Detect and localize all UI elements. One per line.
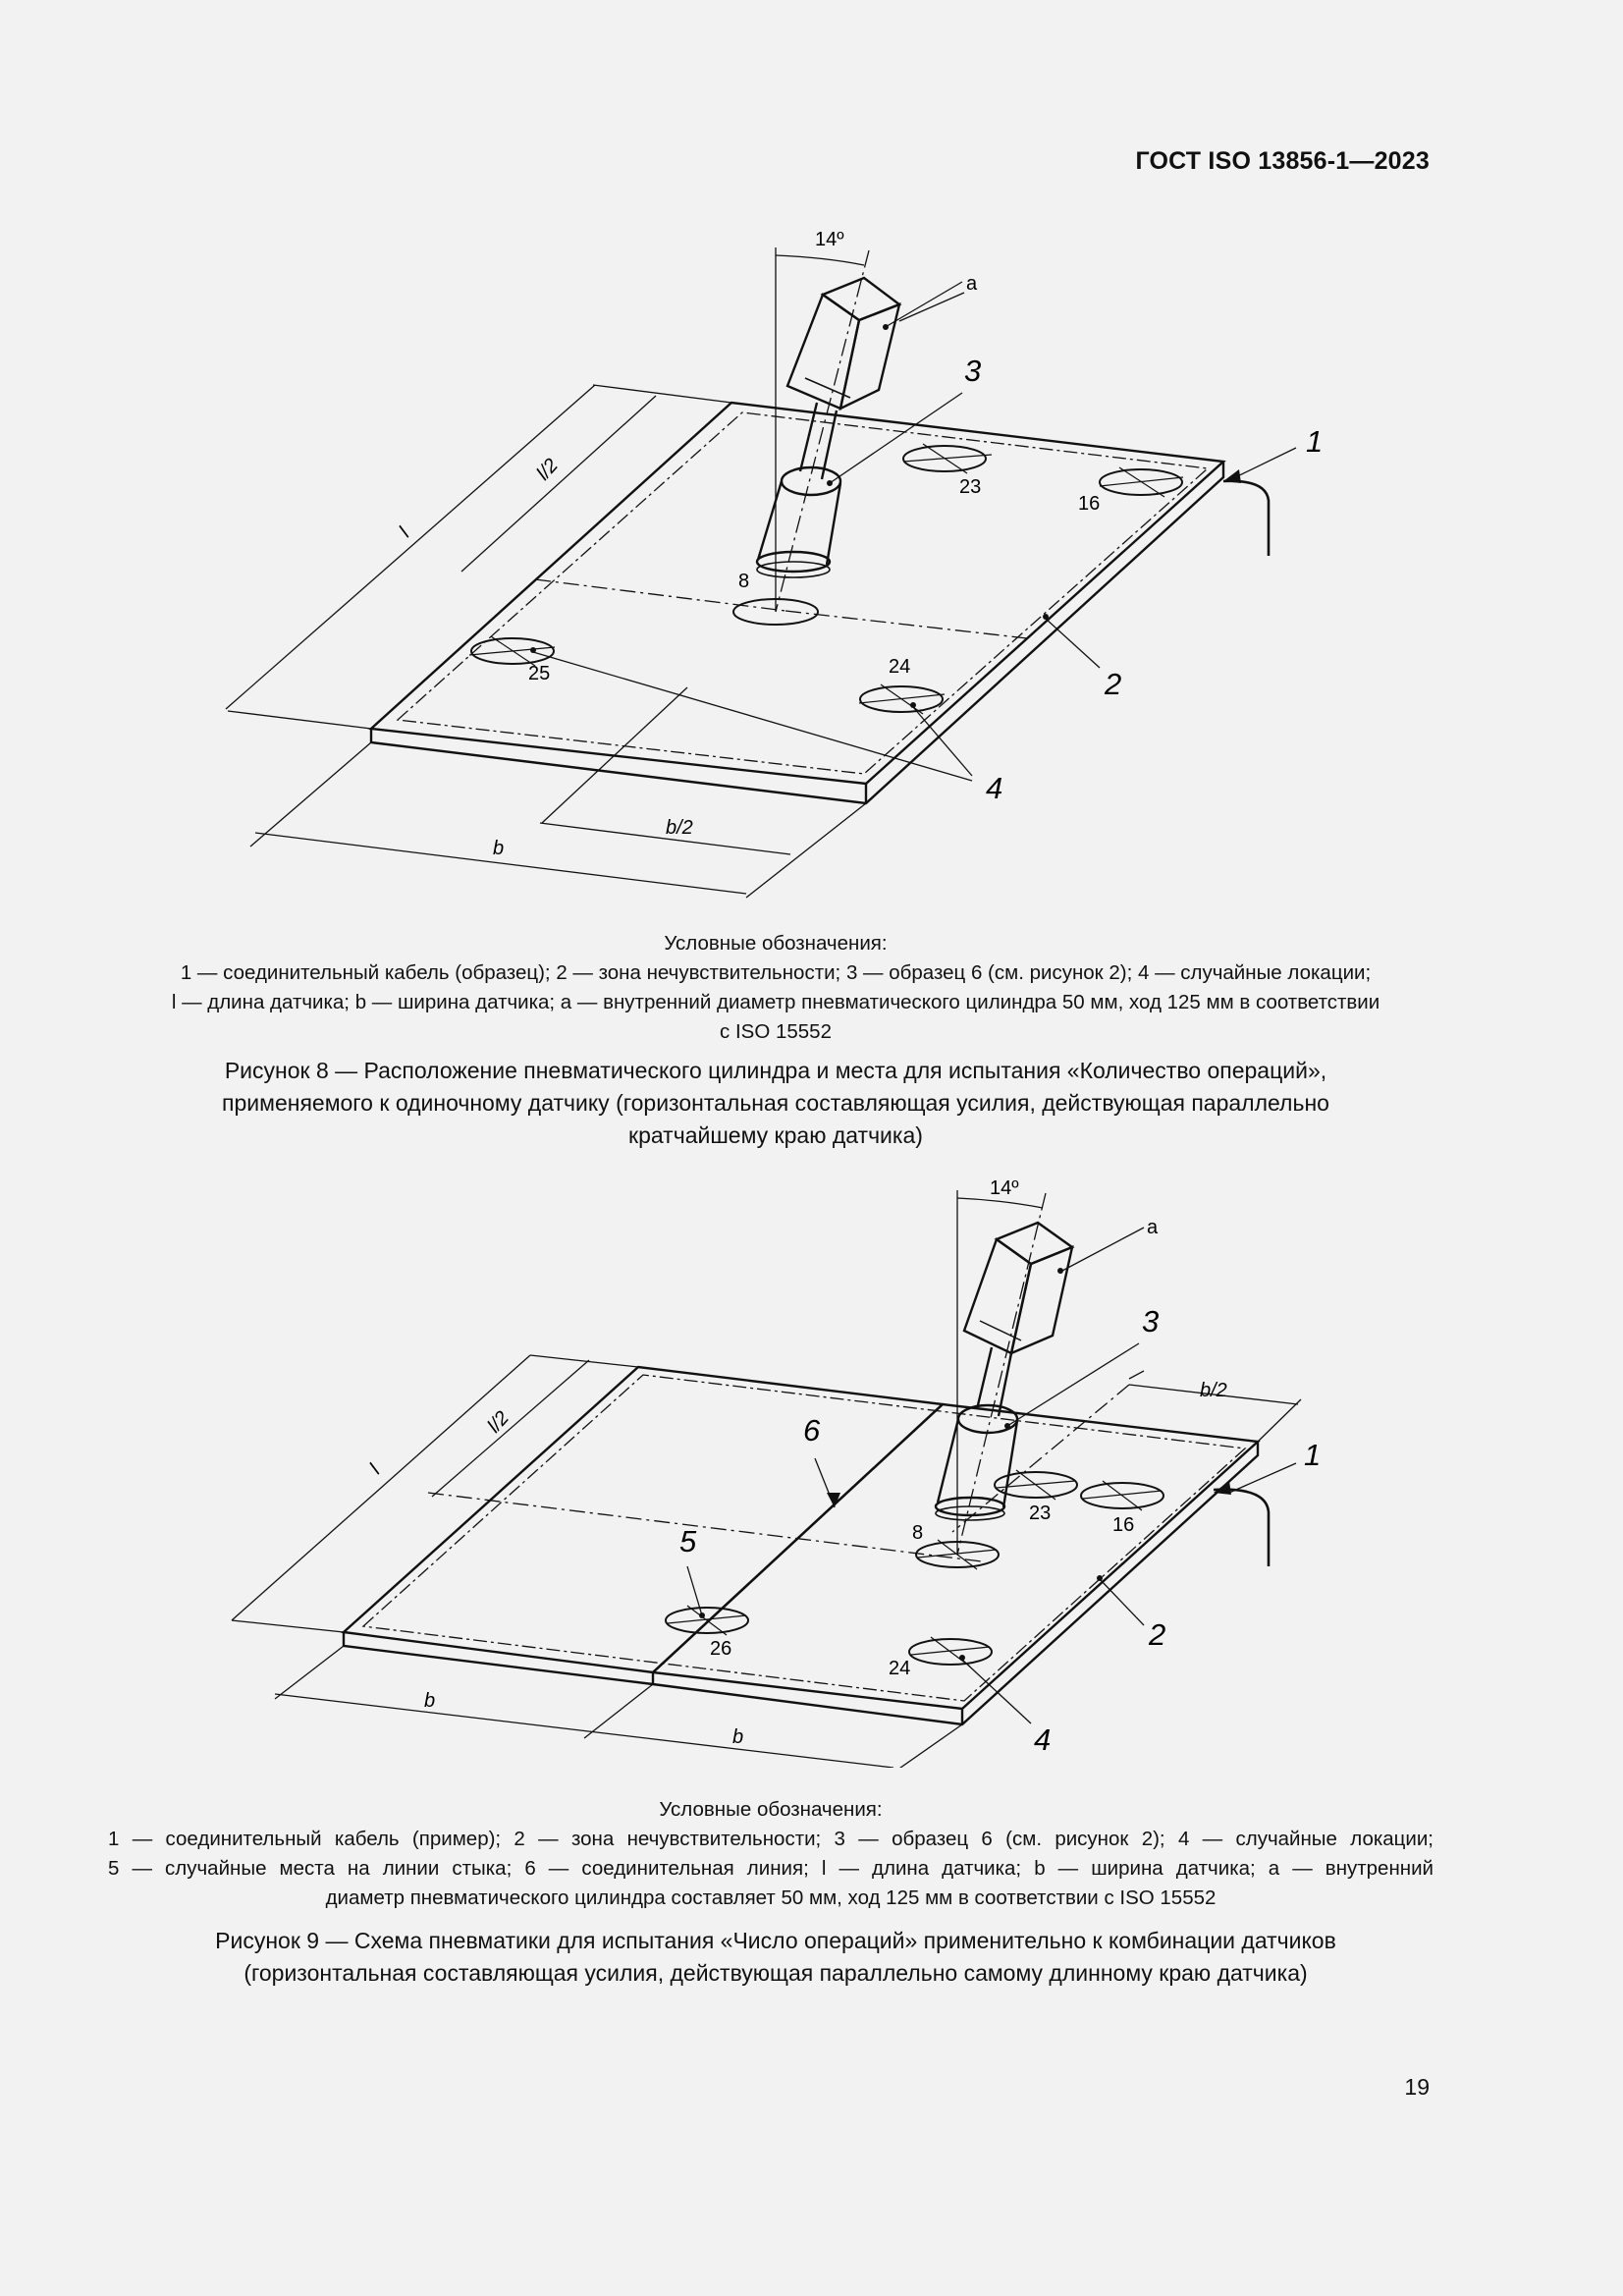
angle-label: 14º — [990, 1177, 1019, 1199]
caption-line: (горизонтальная составляющая усилия, действующая параллельно самому длинному краю датчика) — [243, 1960, 1308, 1986]
label-a: a — [966, 273, 978, 295]
callout-2: 2 — [1105, 667, 1122, 701]
pneumatic-cylinder-body — [997, 1223, 1072, 1264]
dim-b-half-label: b/2 — [1200, 1380, 1227, 1401]
legend-line: с ISO 15552 — [720, 1020, 832, 1043]
dim-l-label: l — [365, 1460, 385, 1479]
legend-title: Условные обозначения: — [659, 1798, 883, 1821]
connecting-cable — [1214, 1490, 1269, 1566]
location-16-label: 16 — [1078, 493, 1101, 515]
sensor-plate-edge — [344, 1442, 1258, 1724]
sensor-plate-left-top — [344, 1367, 943, 1672]
caption-line: Рисунок 8 — Расположение пневматического цилиндра и места для испытания «Количество операций», — [224, 1058, 1327, 1083]
connecting-cable — [1223, 481, 1269, 556]
legend-line: диаметр пневматического цилиндра составляет 50 мм, ход 125 мм в соответствии с ISO 15552 — [325, 1886, 1217, 1909]
location-23-label: 23 — [1029, 1503, 1052, 1524]
figure-8-drawing — [0, 206, 1623, 933]
callout-1: 1 — [1306, 424, 1324, 459]
figure-9-svg — [0, 1159, 1623, 1768]
legend-title: Условные обозначения: — [664, 932, 888, 955]
location-24-label: 24 — [889, 1658, 911, 1679]
caption-line: применяемого к одиночному датчику (горизонтальная составляющая усилия, действующая параллельно — [222, 1090, 1329, 1116]
location-16-label: 16 — [1112, 1514, 1135, 1536]
location-23-label: 23 — [959, 476, 982, 498]
callout-3: 3 — [1142, 1304, 1160, 1339]
sensor-plate-right-top — [653, 1404, 1258, 1709]
figure-9-drawing — [0, 1159, 1623, 1768]
location-8-label: 8 — [738, 571, 750, 592]
figure-8-svg — [0, 206, 1623, 933]
legend-line: 1 — соединительный кабель (пример); 2 — зона нечувствительности; 3 — образец 6 (см. рисунок 2); 4 — случайные локации; — [108, 1828, 1434, 1850]
dim-l-half-label: l/2 — [532, 454, 563, 485]
callout-1: 1 — [1304, 1438, 1322, 1472]
pneumatic-cylinder-body — [823, 278, 899, 320]
angle-label: 14º — [815, 229, 844, 250]
callout-4: 4 — [986, 771, 1003, 805]
dim-b-left-label: b — [424, 1690, 436, 1712]
dim-b-label: b — [493, 838, 505, 859]
caption-line: кратчайшему краю датчика) — [628, 1122, 923, 1148]
location-25-label: 25 — [528, 663, 551, 684]
page-number: 19 — [1404, 2074, 1430, 2100]
dim-l-half-label: l/2 — [483, 1406, 514, 1438]
callout-3: 3 — [964, 354, 982, 388]
figure-8-caption — [147, 1055, 1404, 1152]
dim-b-right-label: b — [732, 1726, 744, 1748]
label-a: a — [1147, 1217, 1159, 1238]
location-8-label: 8 — [912, 1522, 924, 1544]
document-header: ГОСТ ISO 13856-1—2023 — [1135, 147, 1430, 175]
figure-9-caption — [147, 1925, 1404, 1990]
legend-line: l — длина датчика; b — ширина датчика; а — внутренний диаметр пневматического цилиндра 50 мм, ход 125 мм в соответствии — [171, 991, 1380, 1013]
figure-8-legend — [118, 929, 1434, 1047]
callout-6: 6 — [803, 1413, 821, 1448]
figure-9-legend — [108, 1795, 1434, 1913]
dim-b-half-label: b/2 — [666, 817, 693, 839]
legend-line: 5 — случайные места на линии стыка; 6 — соединительная линия; l — длина датчика; b — ширина датчика; а — внутренний — [108, 1857, 1434, 1880]
callout-2: 2 — [1149, 1617, 1166, 1652]
location-24-label: 24 — [889, 656, 911, 678]
dim-l-label: l — [395, 523, 414, 542]
callout-4: 4 — [1034, 1722, 1052, 1757]
callout-5: 5 — [679, 1524, 697, 1558]
caption-line: Рисунок 9 — Схема пневматики для испытания «Число операций» применительно к комбинации датчиков — [215, 1928, 1336, 1953]
location-26-label: 26 — [710, 1638, 732, 1660]
insensitive-zone-outline — [398, 412, 1208, 774]
legend-line: 1 — соединительный кабель (образец); 2 — зона нечувствительности; 3 — образец 6 (см. рисунок 2); 4 — случайные локации; — [180, 961, 1372, 984]
